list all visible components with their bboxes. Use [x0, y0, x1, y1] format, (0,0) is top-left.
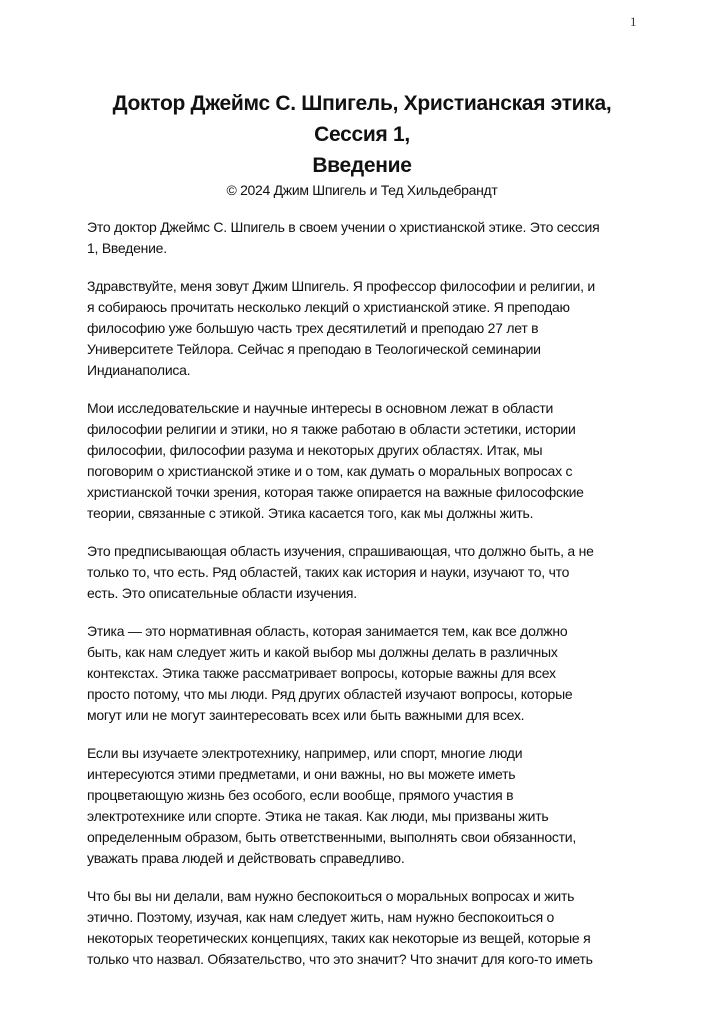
text-line: могут или не могут заинтересовать всех или быть важными для всех. — [87, 707, 525, 723]
text-line: поговорим о христианской этике и о том, как думать о моральных вопросах с — [87, 463, 573, 479]
text-line: Этика — это нормативная область, которая занимается тем, как все должно — [87, 623, 568, 639]
text-line: теории, связанные с этикой. Этика касается того, как мы должны жить. — [87, 505, 534, 521]
text-line: Здравствуйте, меня зовут Джим Шпигель. Я профессор философии и религии, и — [87, 278, 595, 294]
paragraph — [87, 541, 647, 604]
document-body — [87, 217, 647, 987]
text-line: Это доктор Джеймс С. Шпигель в своем учении о христианской этике. Это сессия — [87, 219, 600, 235]
title-line: Доктор Джеймс С. Шпигель, Христианская этика, — [112, 92, 612, 115]
text-line: определенным образом, быть ответственными, выполнять свои обязанности, — [87, 829, 577, 845]
text-line: Индианаполиса. — [87, 362, 191, 378]
text-line: этично. Поэтому, изучая, как нам следует жить, нам нужно беспокоиться о — [87, 909, 555, 925]
text-line: Университете Тейлора. Сейчас я преподаю в Теологической семинарии — [87, 341, 541, 357]
text-line: философии религии и этики, но я также работаю в области эстетики, истории — [87, 421, 576, 437]
text-line: уважать права людей и действовать справедливо. — [87, 850, 405, 866]
text-line: интересуются этими предметами, и они важны, но вы можете иметь — [87, 766, 516, 782]
document-title — [0, 88, 724, 181]
paragraph — [87, 886, 647, 970]
text-line: 1, Введение. — [87, 240, 167, 256]
title-line: Введение — [312, 154, 412, 177]
text-line: есть. Это описательные области изучения. — [87, 585, 357, 601]
text-line: только то, что есть. Ряд областей, таких как история и науки, изучают то, что — [87, 564, 570, 580]
text-line: философии, философии разума и некоторых других областях. Итак, мы — [87, 442, 543, 458]
paragraph — [87, 621, 647, 726]
title-line: Сессия 1, — [314, 123, 410, 146]
paragraph — [87, 743, 647, 869]
text-line: некоторых теоретических концепциях, таких как некоторые из вещей, которые я — [87, 930, 591, 946]
paragraph — [87, 217, 647, 259]
text-line: Это предписывающая область изучения, спрашивающая, что должно быть, а не — [87, 543, 594, 559]
text-line: процветающую жизнь без особого, если вообще, прямого участия в — [87, 787, 514, 803]
text-line: электротехнике или спорте. Этика не такая. Как люди, мы призваны жить — [87, 808, 549, 824]
text-line: Мои исследовательские и научные интересы в основном лежат в области — [87, 400, 554, 416]
paragraph — [87, 276, 647, 381]
text-line: я собираюсь прочитать несколько лекций о христианской этике. Я преподаю — [87, 299, 570, 315]
text-line: быть, как нам следует жить и какой выбор мы должны делать в различных — [87, 644, 558, 660]
text-line: философию уже большую часть трех десятилетий и преподаю 27 лет в — [87, 320, 539, 336]
text-line: Что бы вы ни делали, вам нужно беспокоиться о моральных вопросах и жить — [87, 888, 575, 904]
text-line: христианской точки зрения, которая также опирается на важные философские — [87, 484, 584, 500]
text-line: контекстах. Этика также рассматривает вопросы, которые важны для всех — [87, 665, 556, 681]
text-line: только что назвал. Обязательство, что это значит? Что значит для кого-то иметь — [87, 951, 593, 967]
copyright-line: © 2024 Джим Шпигель и Тед Хильдебрандт — [226, 182, 498, 198]
text-line: Если вы изучаете электротехнику, например, или спорт, многие люди — [87, 745, 523, 761]
paragraph — [87, 398, 647, 524]
text-line: просто потому, что мы люди. Ряд других областей изучают вопросы, которые — [87, 686, 573, 702]
page-number: 1 — [630, 14, 637, 29]
